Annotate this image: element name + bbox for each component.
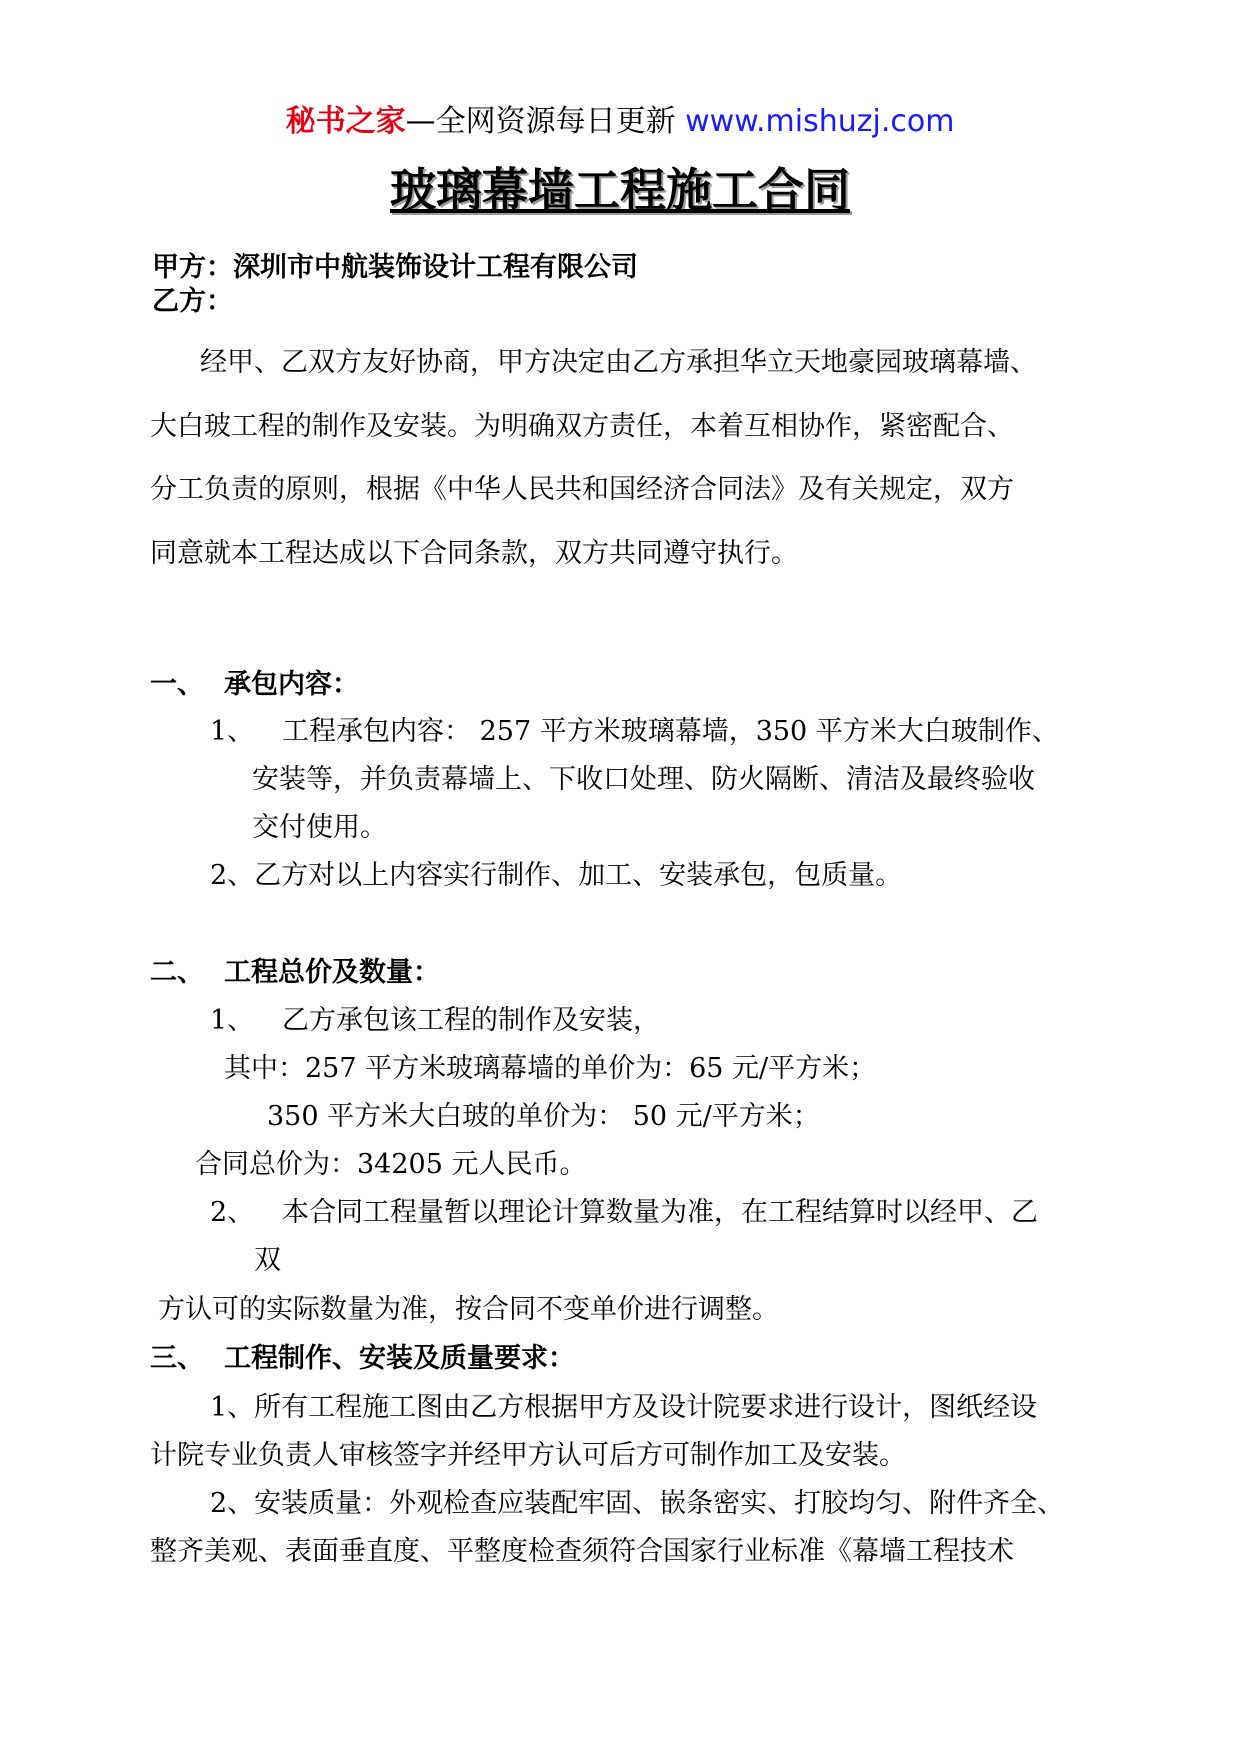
section-2-item-2-wrap: 双 bbox=[254, 1245, 281, 1276]
section-1-item-1-line-2: 安装等，并负责幕墙上、下收口处理、防火隔断、清洁及最终验收 bbox=[252, 764, 1035, 795]
section-3-item-1-line-1: 1、所有工程施工图由乙方根据甲方及设计院要求进行设计，图纸经设 bbox=[210, 1392, 1038, 1423]
intro-line-1: 经甲、乙双方友好协商，甲方决定由乙方承担华立天地豪园玻璃幕墙、 bbox=[200, 347, 1037, 378]
intro-line-3: 分工负责的原则，根据《中华人民共和国经济合同法》及有关规定，双方 bbox=[150, 474, 1014, 505]
intro-line-2: 大白玻工程的制作及安装。为明确双方责任，本着互相协作，紧密配合、 bbox=[150, 411, 1014, 442]
intro-line-4: 同意就本工程达成以下合同条款，双方共同遵守执行。 bbox=[150, 538, 798, 569]
section-2-item-2-continued: 方认可的实际数量为准，按合同不变单价进行调整。 bbox=[158, 1294, 779, 1325]
section-2-glass-price: 其中：257 平方米玻璃幕墙的单价为：65 元/平方米； bbox=[224, 1053, 877, 1084]
section-2-item-2-number: 2、 bbox=[210, 1197, 255, 1228]
section-2-heading bbox=[150, 955, 440, 991]
section-1-title: 承包内容： bbox=[224, 669, 359, 700]
section-2-item-2-text: 本合同工程量暂以理论计算数量为准，在工程结算时以经甲、乙 bbox=[282, 1197, 1038, 1228]
section-3-item-2-line-1: 2、安装质量：外观检查应装配牢固、嵌条密实、打胶均匀、附件齐全、 bbox=[210, 1488, 1065, 1519]
section-3-number: 三、 bbox=[150, 1343, 204, 1374]
section-3-title: 工程制作、安装及质量要求： bbox=[224, 1343, 575, 1374]
section-3-item-2-line-2: 整齐美观、表面垂直度、平整度检查须符合国家行业标准《幕墙工程技术 bbox=[150, 1536, 1014, 1567]
banner-url[interactable]: www.mishuzj.com bbox=[685, 104, 955, 139]
section-1-item-1-line-1: 工程承包内容： 257 平方米玻璃幕墙，350 平方米大白玻制作、 bbox=[282, 716, 1059, 747]
section-3-heading bbox=[150, 1341, 575, 1377]
section-1-item-1-number: 1、 bbox=[210, 716, 255, 747]
section-3-item-1-line-2: 计院专业负责人审核签字并经甲方认可后方可制作加工及安装。 bbox=[150, 1440, 906, 1471]
section-1-number: 一、 bbox=[150, 669, 204, 700]
site-banner bbox=[0, 102, 1240, 142]
document-title: 玻璃幕墙工程施工合同 bbox=[390, 163, 850, 217]
section-1-item-1-line-3: 交付使用。 bbox=[252, 812, 387, 843]
section-2-title: 工程总价及数量： bbox=[224, 957, 440, 988]
party-b: 乙方： bbox=[152, 286, 233, 317]
party-a: 甲方：深圳市中航装饰设计工程有限公司 bbox=[152, 252, 638, 283]
banner-brand: 秘书之家 bbox=[285, 104, 406, 139]
section-2-item-1-text: 乙方承包该工程的制作及安装， bbox=[282, 1005, 660, 1036]
section-2-item-1-number: 1、 bbox=[210, 1005, 255, 1036]
section-2-number: 二、 bbox=[150, 957, 204, 988]
section-1-item-2: 2、乙方对以上内容实行制作、加工、安装承包，包质量。 bbox=[210, 860, 903, 891]
section-2-total-price: 合同总价为：34205 元人民币。 bbox=[195, 1149, 587, 1180]
section-2-white-glass-price: 350 平方米大白玻的单价为： 50 元/平方米； bbox=[267, 1101, 820, 1132]
banner-tagline: —全网资源每日更新 bbox=[405, 104, 676, 139]
section-1-heading bbox=[150, 667, 359, 703]
